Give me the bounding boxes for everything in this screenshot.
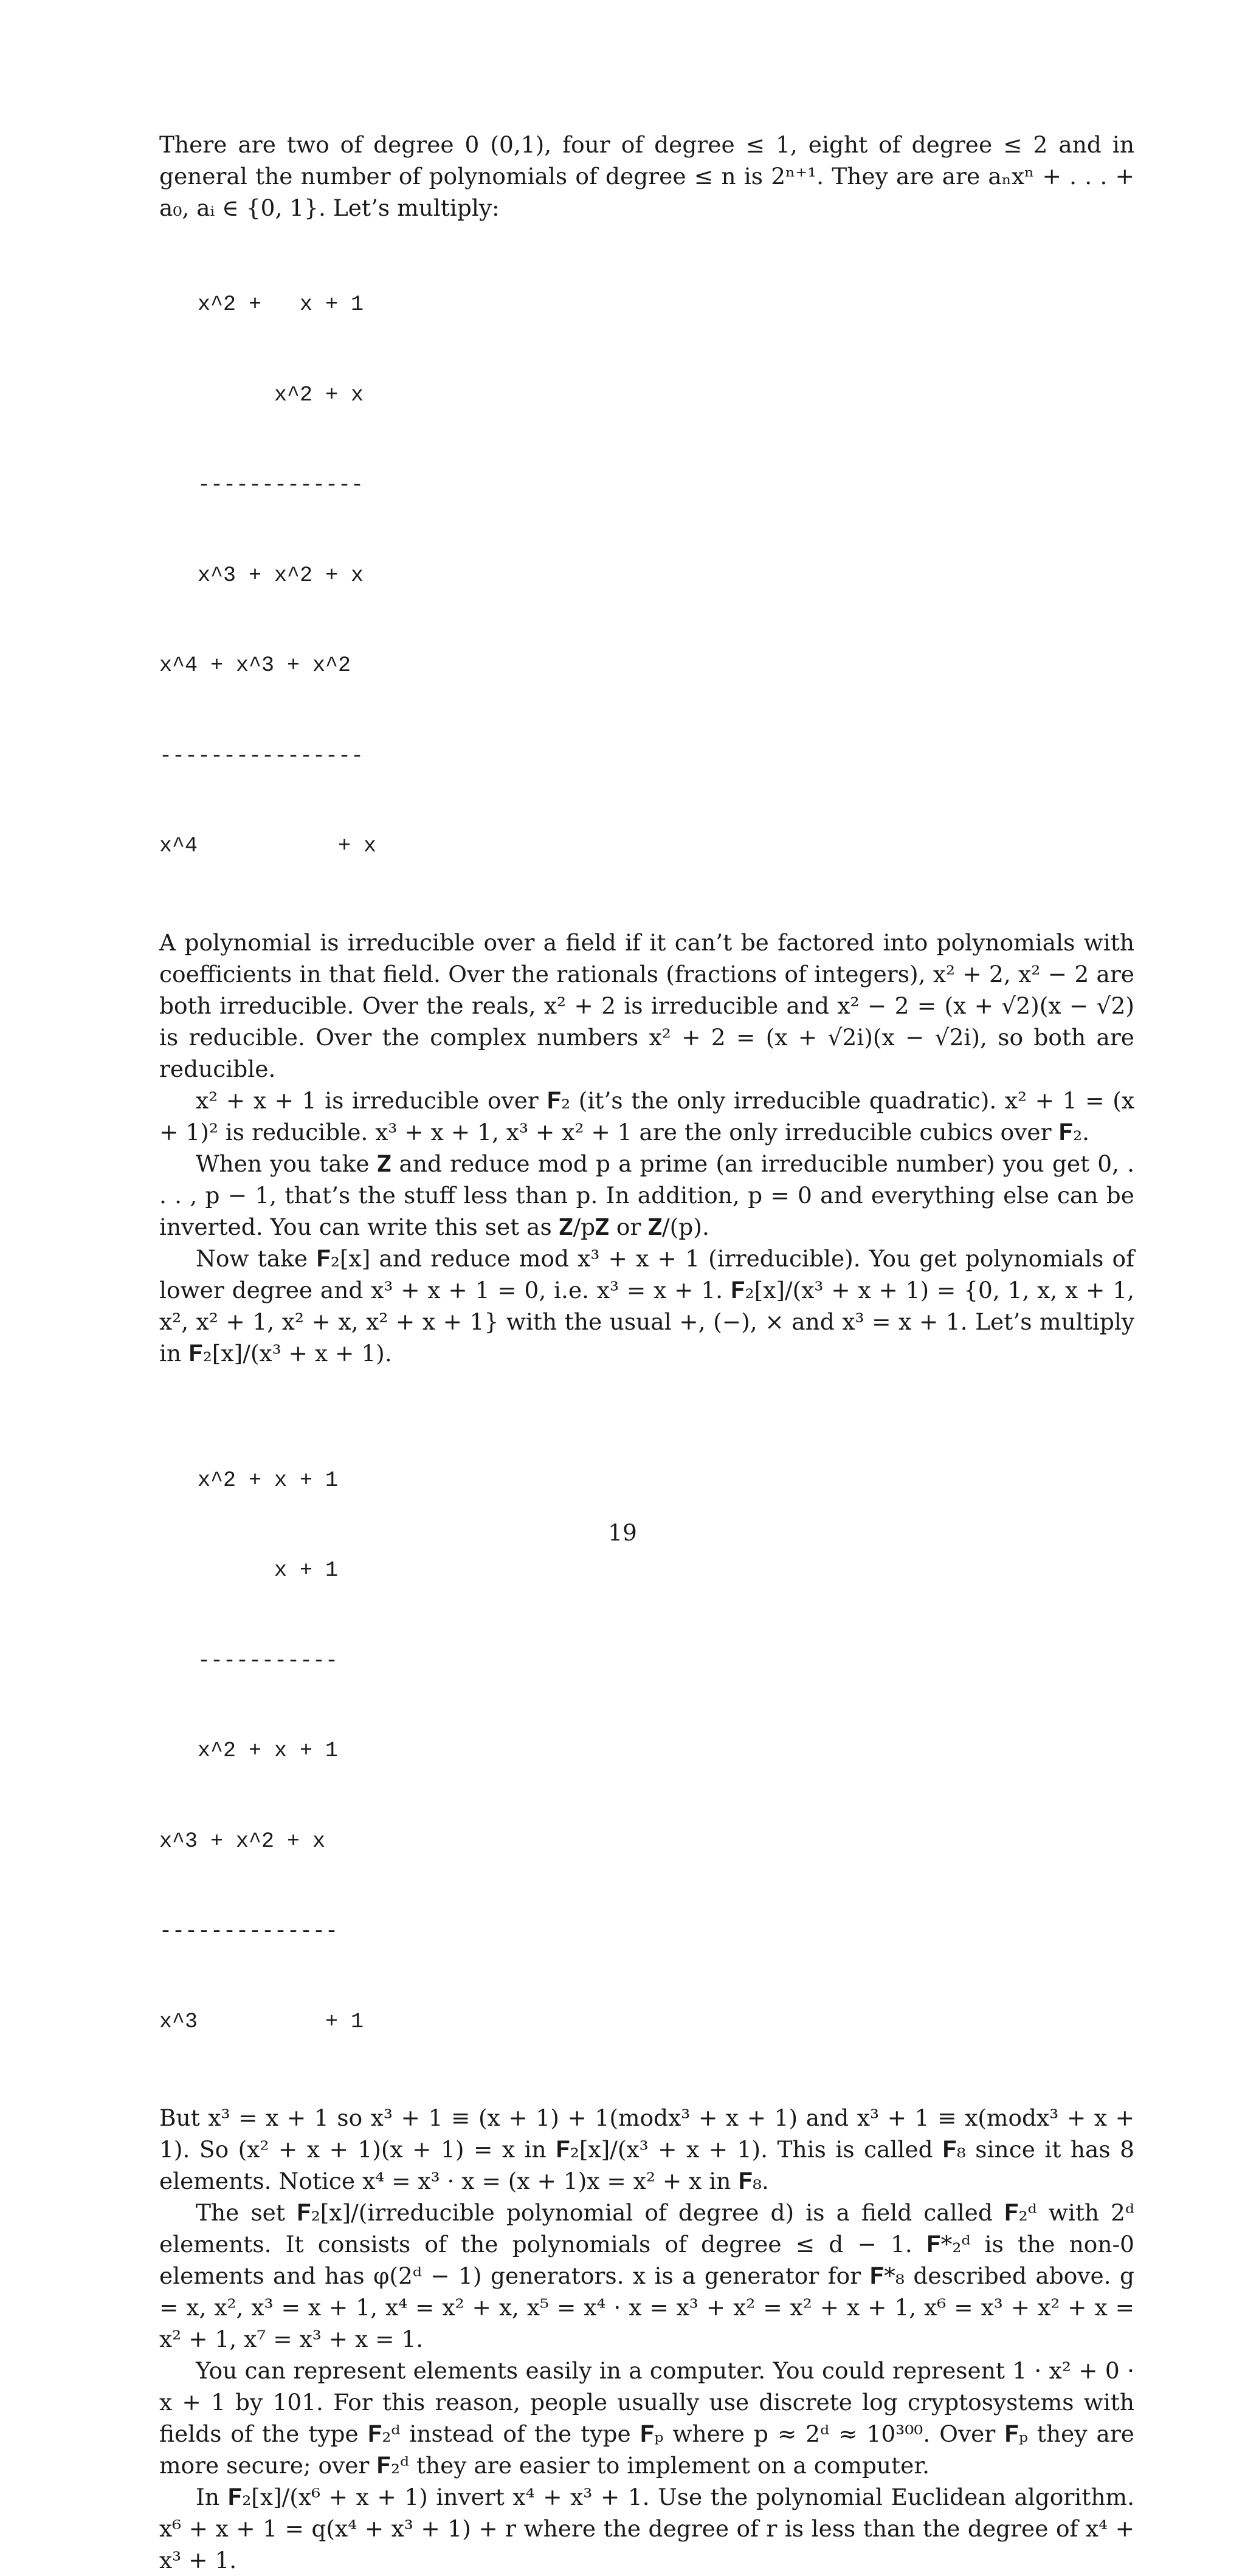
code-multiplication-example-2 — [159, 1406, 1134, 2098]
code-line: -------------- — [159, 1919, 339, 1943]
paragraph-degree-count: There are two of degree 0 (0,1), four of degree ≤ 1, eight of degree ≤ 2 and in general the number of polynomials of degree ≤ n is 2ⁿ⁺¹. They are are aₙxⁿ + . . . + a₀, aᵢ ∈ {0, 1}. Let’s multiply: — [159, 131, 1134, 221]
paragraph-f2-mod-cubic: Now take 𝐅₂[x] and reduce mod x³ + x + 1 (irreducible). You get polynomials of lower degree and x³ + x + 1 = 0, i.e. x³ = x + 1. 𝐅₂[x]/(x³ + x + 1) = {0, 1, x, x + 1, x², x² + 1, x² + x, x² + x + 1} with the usual +, (−), × and x³ = x + 1. Let’s multiply in 𝐅₂[x]/(x³ + x + 1). — [159, 1245, 1134, 1367]
paragraph-f2d-field: The set 𝐅₂[x]/(irreducible polynomial of degree d) is a field called 𝐅₂ᵈ with 2ᵈ elements. It consists of the polynomials of degree ≤ d − 1. 𝐅*₂ᵈ is the non-0 elements and has φ(2ᵈ − 1) generators. x is a generator for 𝐅*₈ described above. g = x, x², x³ = x + 1, x⁴ = x² + x, x⁵ = x⁴ · x = x³ + x² = x² + x + 1, x⁶ = x³ + x² + x = x² + 1, x⁷ = x³ + x = 1. — [159, 2199, 1134, 2352]
paragraph-computer-representation: You can represent elements easily in a computer. You could represent 1 · x² + 0 · x + 1 by 101. For this reason, people usually use discrete log cryptosystems with fields of the type 𝐅₂ᵈ instead of the type 𝐅ₚ where p ≈ 2ᵈ ≈ 10³⁰⁰. Over 𝐅ₚ they are more secure; over 𝐅₂ᵈ they are easier to implement on a computer. — [159, 2357, 1134, 2479]
code-line: x^2 + x + 1 — [159, 1468, 339, 1492]
code-multiplication-example-1 — [159, 230, 1134, 922]
code-line: x^4 + x — [159, 834, 377, 858]
paragraph-f8-result: But x³ = x + 1 so x³ + 1 ≡ (x + 1) + 1(modx³ + x + 1) and x³ + 1 ≡ x(modx³ + x + 1). So (x² + x + 1)(x + 1) = x in 𝐅₂[x]/(x³ + x + 1). This is called 𝐅₈ since it has 8 elements. Notice x⁴ = x³ · x = (x + 1)x = x² + x in 𝐅₈. — [159, 2104, 1134, 2194]
code-line: x^3 + x^2 + x — [159, 563, 364, 588]
paragraph-irreducible-definition: A polynomial is irreducible over a field if it can’t be factored into polynomials with coefficients in that field. Over the rationals (fractions of integers), x² + 2, x² − 2 are both irreducible. Over the reals, x² + 2 is irreducible and x² − 2 = (x + √2)(x − √2) is reducible. Over the complex numbers x² + 2 = (x + √2i)(x − √2i), so both are reducible. — [159, 929, 1134, 1082]
page-number: 19 — [608, 1519, 637, 1546]
paragraph-euclidean-inverse: In 𝐅₂[x]/(x⁶ + x + 1) invert x⁴ + x³ + 1. Use the polynomial Euclidean algorithm. x⁶ + x + 1 = q(x⁴ + x³ + 1) + r where the degree of r is less than the degree of x⁴ + x³ + 1. — [159, 2484, 1134, 2574]
code-line: x^2 + x + 1 — [159, 1739, 339, 1763]
code-line: x^3 + x^2 + x — [159, 1829, 326, 1853]
code-line: x^2 + x + 1 — [159, 292, 364, 317]
code-line: ------------- — [159, 473, 364, 497]
code-line: x^3 + 1 — [159, 2009, 364, 2034]
code-line: x^4 + x^3 + x^2 — [159, 653, 351, 678]
code-line: x^2 + x — [159, 382, 364, 407]
code-line: x + 1 — [159, 1558, 339, 1582]
document-page — [159, 129, 1134, 2576]
code-line: ---------------- — [159, 743, 364, 768]
code-line: ----------- — [159, 1648, 339, 1673]
paragraph-f2-quadratic: x² + x + 1 is irreducible over 𝐅₂ (it’s the only irreducible quadratic). x² + 1 = (x + 1)² is reducible. x³ + x + 1, x³ + x² + 1 are the only irreducible cubics over 𝐅₂. — [159, 1087, 1134, 1145]
paragraph-z-mod-p: When you take 𝐙 and reduce mod p a prime (an irreducible number) you get 0, . . . , p − 1, that’s the stuff less than p. In addition, p = 0 and everything else can be inverted. You can write this set as 𝐙/p𝐙 or 𝐙/(p). — [159, 1150, 1134, 1240]
